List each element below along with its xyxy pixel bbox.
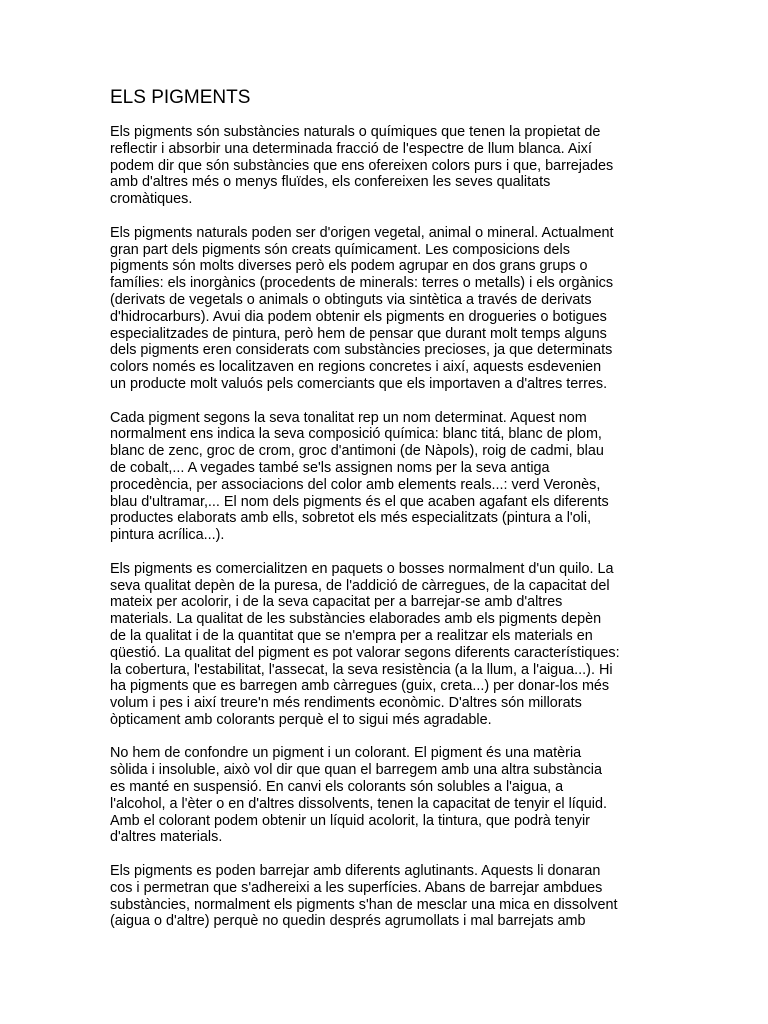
document-title: ELS PIGMENTS bbox=[110, 87, 251, 108]
text-line: blanc de zenc, groc de crom, groc d'antimoni (de Nàpols), roig de cadmi, blau bbox=[110, 443, 604, 460]
document-page bbox=[110, 86, 662, 947]
text-line: òpticament amb colorants perquè el to sigui més agradable. bbox=[110, 711, 492, 728]
text-line: mateix per acolorir, i de la seva capacitat per a barrejar-se amb d'altres bbox=[110, 594, 563, 611]
text-line: d'altres materials. bbox=[110, 829, 223, 846]
text-line: No hem de confondre un pigment i un colorant. El pigment és una matèria bbox=[110, 745, 582, 762]
text-line: blau d'ultramar,... El nom dels pigments és el que acaben agafant els diferents bbox=[110, 493, 609, 510]
text-line: cos i permetran que s'adhereixi a les superfícies. Abans de barrejar ambdues bbox=[110, 879, 603, 896]
text-line: ha pigments que es barregen amb càrregues (guix, creta...) per donar-los més bbox=[110, 678, 610, 695]
text-line: dels pigments eren considerats com substàncies precioses, ja que determinats bbox=[110, 342, 613, 359]
paragraph bbox=[110, 745, 662, 846]
paragraph bbox=[110, 225, 662, 393]
text-line: famílies: els inorgànics (procedents de minerals: terres o metalls) i els orgànics bbox=[110, 275, 614, 292]
text-line: seva qualitat depèn de la puresa, de l'addició de càrregues, de la capacitat del bbox=[110, 577, 610, 594]
paragraph bbox=[110, 124, 662, 208]
text-line: gran part dels pigments són creats químicament. Les composicions dels bbox=[110, 241, 570, 258]
text-line: Els pigments es comercialitzen en paquets o bosses normalment d'un quilo. La bbox=[110, 560, 614, 577]
text-line: procedència, per associacions del color amb elements reals...: verd Veronès, bbox=[110, 476, 601, 493]
text-line: Cada pigment segons la seva tonalitat rep un nom determinat. Aquest nom bbox=[110, 409, 587, 426]
text-line: (derivats de vegetals o animals o obtinguts via sintètica a través de derivats bbox=[110, 291, 592, 308]
text-line: de la qualitat i de la quantitat que se n'empra per a realitzar els materials en bbox=[110, 627, 593, 644]
text-line: amb d'altres més o menys fluïdes, els confereixen les seves qualitats bbox=[110, 174, 551, 191]
text-line: qüestió. La qualitat del pigment es pot valorar segons diferents característiques: bbox=[110, 644, 620, 661]
paragraph bbox=[110, 863, 662, 930]
text-line: la cobertura, l'estabilitat, l'assecat, la seva resistència (a la llum, a l'aigua...). Hi bbox=[110, 661, 613, 678]
text-line: materials. La qualitat de les substàncies elaborades amb els pigments depèn bbox=[110, 611, 602, 628]
text-line: reflectir i absorbir una determinada fracció de l'espectre de llum blanca. Així bbox=[110, 140, 592, 157]
text-line: de cobalt,... A vegades també se'ls assignen noms per la seva antiga bbox=[110, 459, 550, 476]
text-line: l'alcohol, a l'èter o en d'altres dissolvents, tenen la capacitat de tenyir el líquid. bbox=[110, 795, 608, 812]
text-line: pintura acrílica...). bbox=[110, 527, 225, 544]
text-line: sòlida i insoluble, això vol dir que quan el barregem amb una altra substància bbox=[110, 762, 602, 779]
text-line: un producte molt valuós pels comerciants que els importaven a d'altres terres. bbox=[110, 375, 608, 392]
text-line: pigments són molts diverses però els podem agrupar en dos grans grups o bbox=[110, 258, 588, 275]
text-line: productes elaborats amb ells, sobretot els més especialitzats (pintura a l'oli, bbox=[110, 510, 592, 527]
text-line: d'hidrocarburs). Avui dia podem obtenir els pigments en drogueries o botigues bbox=[110, 308, 607, 325]
text-line: Els pigments són substàncies naturals o químiques que tenen la propietat de bbox=[110, 124, 601, 140]
text-line: cromàtiques. bbox=[110, 191, 193, 208]
paragraph bbox=[110, 561, 662, 729]
text-line: colors només es localitzaven en regions concretes i així, aquests esdevenien bbox=[110, 359, 602, 376]
text-line: normalment ens indica la seva composició química: blanc titá, blanc de plom, bbox=[110, 426, 602, 443]
paragraph bbox=[110, 410, 662, 544]
text-line: Els pigments naturals poden ser d'origen vegetal, animal o mineral. Actualment bbox=[110, 224, 614, 241]
text-line: substàncies, normalment els pigments s'han de mesclar una mica en dissolvent bbox=[110, 896, 618, 913]
text-line: Amb el colorant podem obtenir un líquid acolorit, la tintura, que podrà tenyir bbox=[110, 812, 590, 829]
text-line: (aigua o d'altre) perquè no quedin després agrumollats i mal barrejats amb bbox=[110, 913, 586, 930]
text-line: es manté en suspensió. En canvi els colorants són solubles a l'aigua, a bbox=[110, 779, 564, 796]
text-line: podem dir que són substàncies que ens ofereixen colors purs i que, barrejades bbox=[110, 157, 614, 174]
text-line: especialitzades de pintura, però hem de pensar que durant molt temps alguns bbox=[110, 325, 607, 342]
text-line: volum i pes i així treure'n més rendiments econòmic. D'altres són millorats bbox=[110, 695, 582, 712]
text-line: Els pigments es poden barrejar amb diferents aglutinants. Aquests li donaran bbox=[110, 863, 601, 880]
document-body bbox=[110, 124, 662, 930]
